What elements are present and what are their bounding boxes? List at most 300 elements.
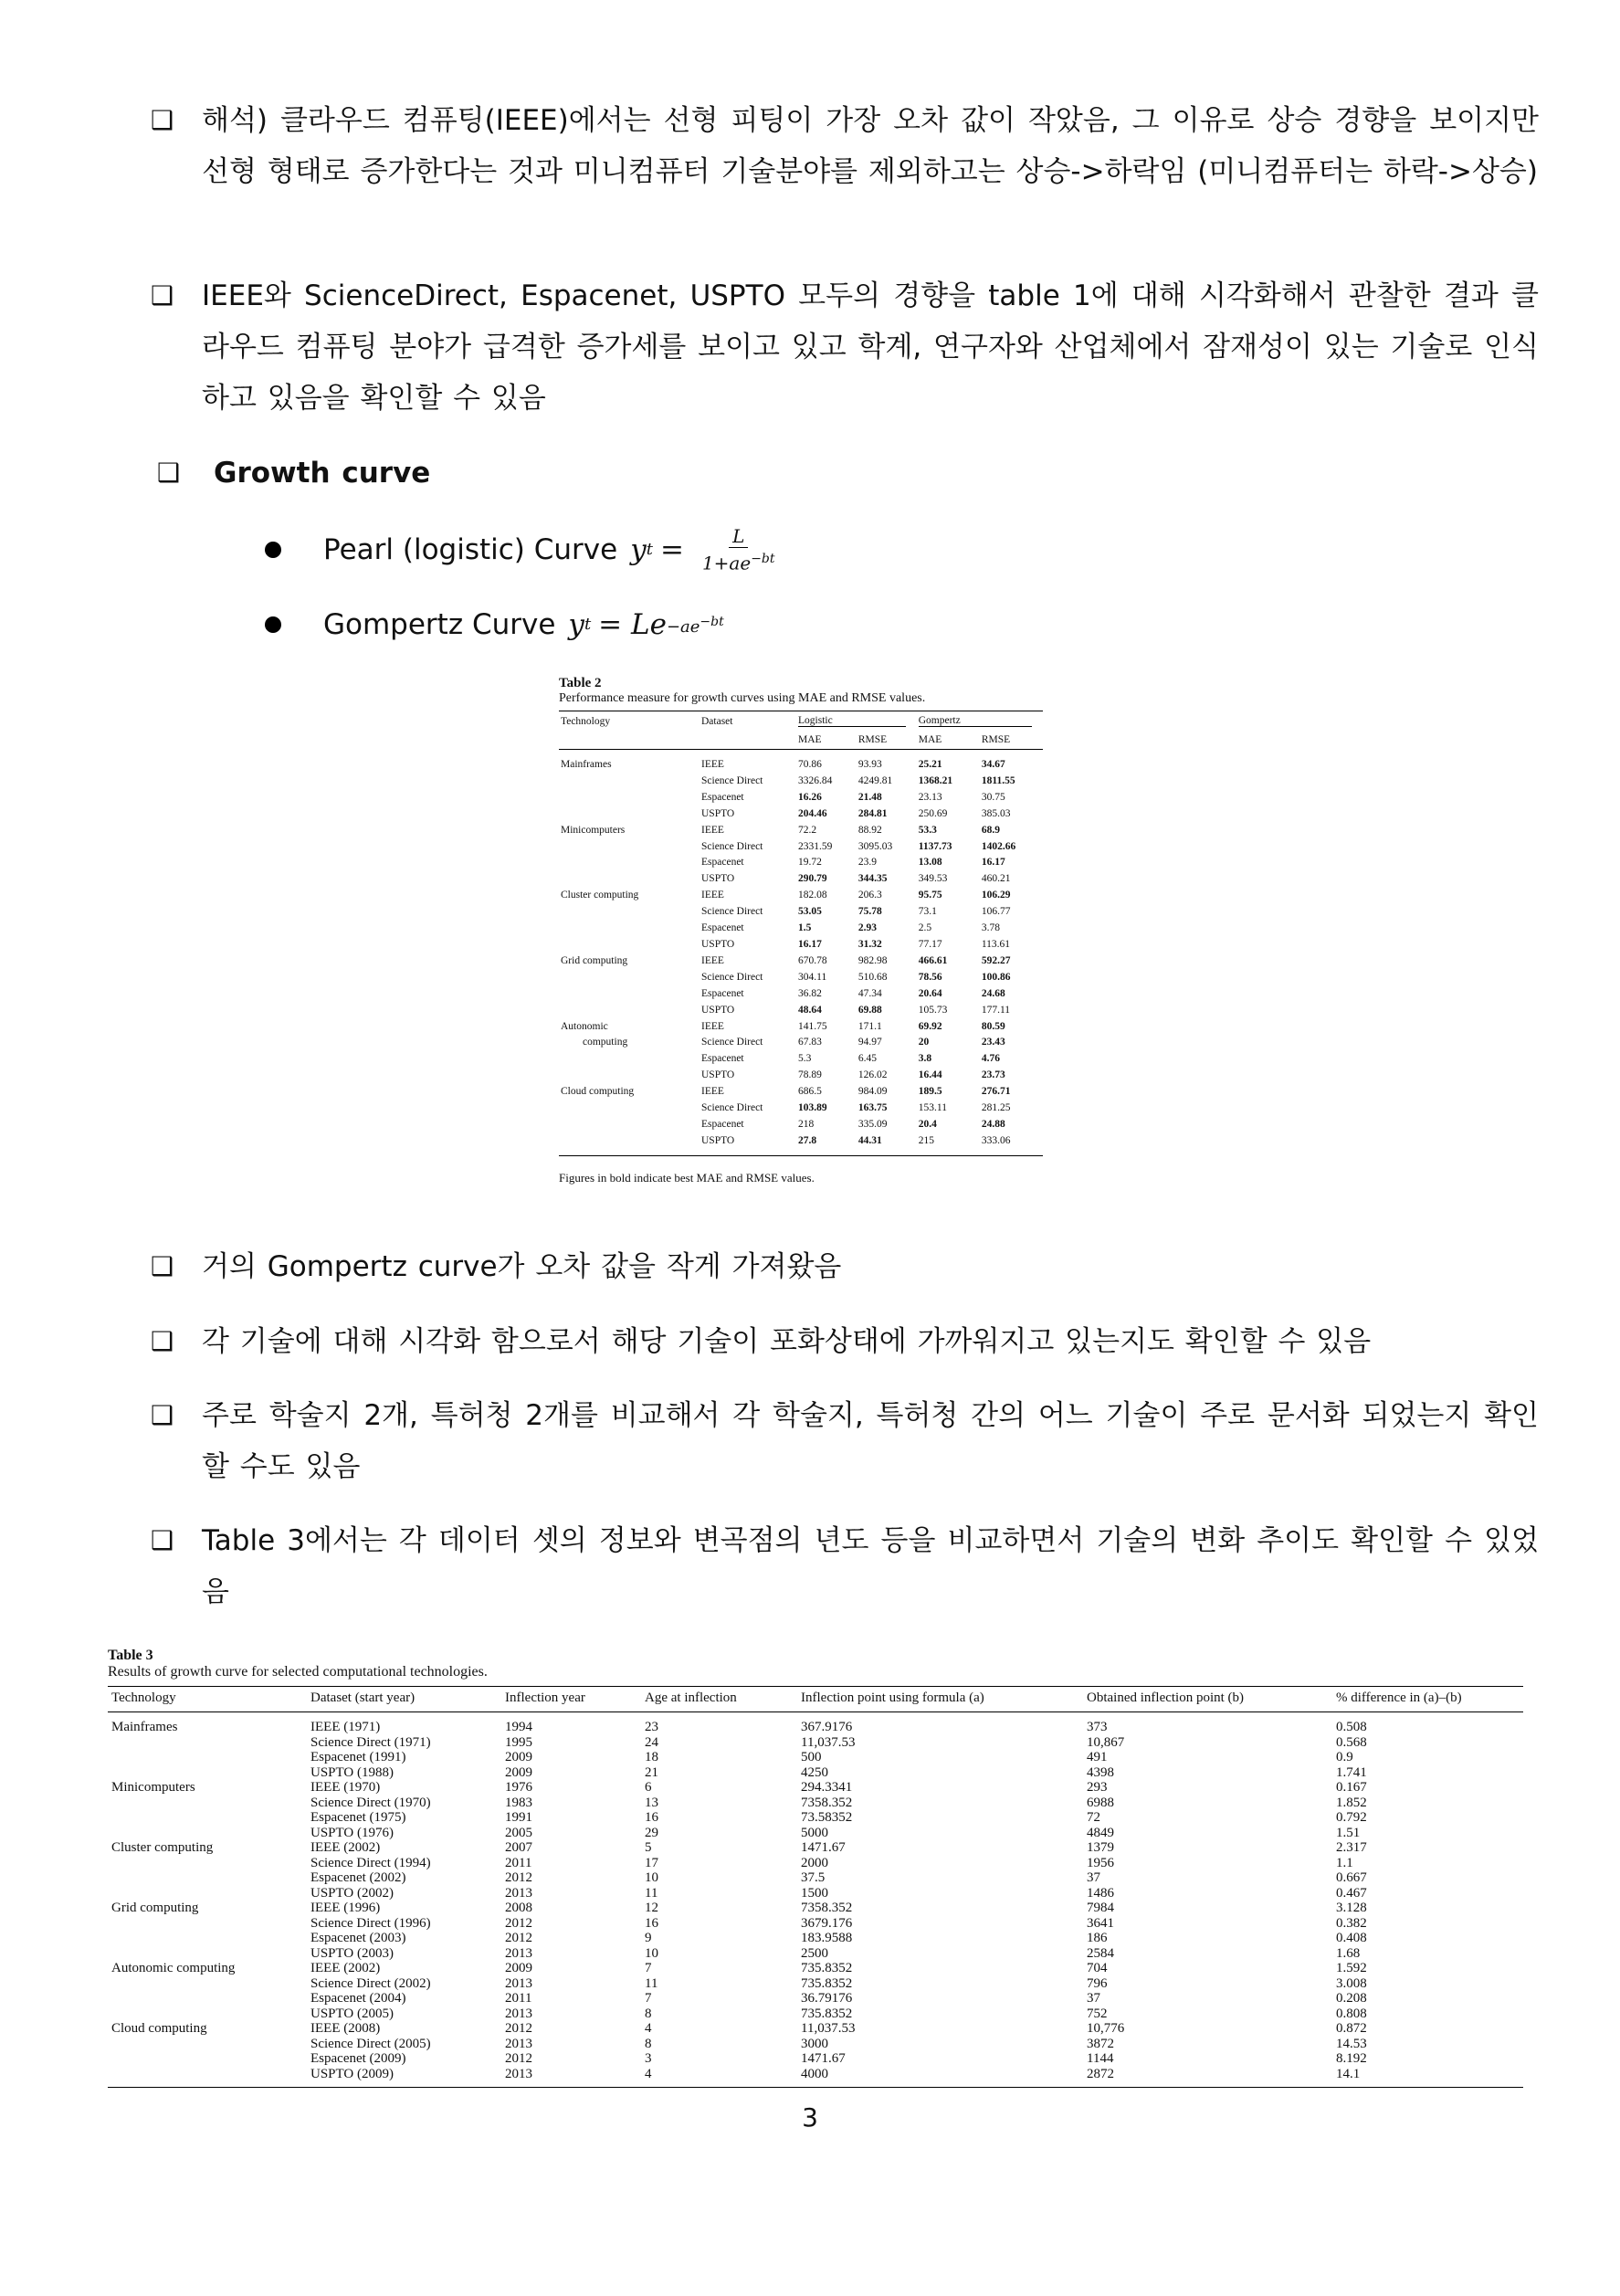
table-2-body: [559, 750, 1043, 1156]
gompertz-mae-cell: 23.13: [918, 791, 942, 803]
formula-point-cell: 500: [801, 1750, 822, 1764]
table-row: [559, 986, 1043, 1003]
obtained-point-cell: 37: [1087, 1870, 1100, 1885]
technology-cell: Grid computing: [111, 1901, 199, 1915]
gompertz-mae-cell: 349.53: [918, 873, 948, 885]
gompertz-mae-cell: 16.44: [918, 1069, 942, 1081]
inflection-year-cell: 2009: [505, 1961, 532, 1975]
inflection-year-cell: 2012: [505, 1870, 532, 1885]
fraction-denominator: [699, 548, 779, 574]
obtained-point-cell: 186: [1087, 1931, 1108, 1945]
technology-cell: [108, 2067, 307, 2088]
formula-y: y: [630, 532, 647, 566]
checkbox-bullet-icon: ❑: [151, 1525, 174, 1555]
dataset-cell: Science Direct (1996): [310, 1915, 431, 1931]
dataset-cell: Espacenet: [701, 1118, 744, 1130]
dataset-cell: IEEE (1971): [310, 1720, 381, 1734]
gompertz-rmse-cell: 460.21: [981, 873, 1011, 885]
logistic-mae-cell: 70.86: [798, 759, 822, 770]
logistic-rmse-cell: 982.98: [857, 954, 888, 966]
age-cell: 16: [645, 1810, 658, 1825]
inflection-year-cell: 2013: [505, 1975, 532, 1991]
dataset-cell: USPTO: [701, 873, 735, 885]
dataset-cell: USPTO (2002): [310, 1885, 394, 1901]
difference-cell: 0.167: [1336, 1780, 1367, 1795]
technology-cell: [108, 1886, 307, 1901]
logistic-mae-cell: 141.75: [798, 1020, 827, 1032]
table-3-body: [108, 1712, 1523, 2088]
table-row: [108, 2037, 1523, 2052]
table-row: [108, 1735, 1523, 1751]
gompertz-mae-cell: 78.56: [918, 971, 942, 983]
obtained-point-cell: 2584: [1087, 1945, 1114, 1961]
age-cell: 4: [645, 2066, 652, 2081]
table-row: [559, 1035, 1043, 1051]
table-row: [108, 2051, 1523, 2067]
gompertz-rmse-cell: 30.75: [981, 791, 1005, 803]
difference-cell: 2.317: [1336, 1840, 1367, 1855]
dataset-cell: Espacenet: [701, 791, 744, 803]
dataset-cell: USPTO: [701, 938, 735, 950]
obtained-point-cell: 293: [1087, 1780, 1108, 1795]
technology-cell: [559, 986, 700, 1003]
logistic-rmse-cell: 69.88: [857, 1004, 882, 1016]
technology-cell: Grid computing: [561, 954, 628, 966]
logistic-rmse-cell: 88.92: [857, 824, 882, 836]
checkbox-bullet-icon: ❑: [151, 1326, 174, 1356]
technology-cell: [559, 937, 700, 953]
gompertz-rmse-cell: 106.77: [981, 906, 1011, 918]
header-dataset: Dataset: [701, 715, 733, 727]
dataset-cell: USPTO (1976): [310, 1825, 394, 1840]
table-row: [108, 1810, 1523, 1826]
table-row: [559, 970, 1043, 986]
gompertz-curve-item: [265, 599, 724, 650]
technology-cell: [108, 1931, 307, 1946]
dataset-cell: Espacenet: [701, 1053, 744, 1065]
technology-cell: [559, 855, 700, 871]
dataset-cell: IEEE (1970): [310, 1780, 381, 1795]
formula-point-cell: 4000: [801, 2066, 828, 2081]
logistic-mae-cell: 290.79: [798, 873, 827, 885]
formula-point-cell: 2000: [801, 1855, 828, 1870]
technology-cell: Autonomic computing: [111, 1961, 236, 1975]
age-cell: 3: [645, 2051, 652, 2066]
dataset-cell: Science Direct: [701, 774, 763, 786]
obtained-point-cell: 491: [1087, 1750, 1108, 1764]
logistic-mae-cell: 67.83: [798, 1037, 822, 1048]
age-cell: 6: [645, 1780, 652, 1795]
dataset-cell: IEEE (2002): [310, 1840, 381, 1855]
formula-point-cell: 4250: [801, 1764, 828, 1780]
logistic-rmse-cell: 47.34: [857, 987, 882, 999]
obtained-point-cell: 1379: [1087, 1840, 1114, 1855]
dataset-cell: IEEE (1996): [310, 1901, 381, 1915]
formula-point-cell: 183.9588: [801, 1931, 853, 1945]
table-row: [108, 1976, 1523, 1992]
technology-cell: [108, 1810, 307, 1826]
technology-cell: [559, 921, 700, 937]
logistic-rmse-cell: 335.09: [857, 1118, 888, 1130]
logistic-mae-cell: 5.3: [798, 1053, 812, 1065]
technology-cell: [108, 2051, 307, 2067]
technology-cell: [559, 1068, 700, 1084]
table-row: [108, 1856, 1523, 1871]
inflection-year-cell: 1995: [505, 1734, 532, 1750]
header-logistic-rmse: RMSE: [857, 734, 888, 745]
table-row: [108, 1961, 1523, 1976]
obtained-point-cell: 4849: [1087, 1825, 1114, 1840]
logistic-rmse-cell: 284.81: [857, 807, 888, 819]
technology-cell: [559, 1117, 700, 1133]
technology-cell: [559, 1101, 700, 1117]
dataset-cell: IEEE: [701, 1086, 724, 1098]
inflection-year-cell: 2005: [505, 1825, 532, 1840]
age-cell: 8: [645, 2006, 652, 2021]
formula-point-cell: 735.8352: [801, 1975, 853, 1991]
table-row: [559, 790, 1043, 806]
difference-cell: 0.792: [1336, 1810, 1367, 1825]
formula-y: y: [568, 608, 584, 641]
technology-cell: Mainframes: [561, 759, 612, 770]
gompertz-rmse-cell: 106.29: [981, 890, 1011, 901]
obtained-point-cell: 1486: [1087, 1885, 1114, 1901]
formula-eq: =: [659, 532, 684, 566]
table-3: [108, 1648, 1523, 2088]
formula-point-cell: 735.8352: [801, 2006, 853, 2021]
header-logistic-label: Logistic: [798, 715, 906, 727]
dataset-cell: Espacenet: [701, 922, 744, 934]
dataset-cell: IEEE (2008): [310, 2021, 381, 2036]
dataset-cell: Science Direct (1971): [310, 1734, 431, 1750]
dataset-cell: IEEE: [701, 759, 724, 770]
paragraph-text: 해석) 클라우드 컴퓨팅(IEEE)에서는 선형 피팅이 가장 오차 값이 작았음, 그 이유로 상승 경향을 보이지만 선형 형태로 증가한다는 것과 미니컴퓨터 기술분야를 제외하고는 상승->하락임 (미니컴퓨터는 하락->상승): [202, 104, 1539, 188]
difference-cell: 1.51: [1336, 1825, 1361, 1840]
table-row: [108, 1870, 1523, 1886]
dataset-cell: Espacenet (2003): [310, 1931, 406, 1945]
gompertz-mae-cell: 2.5: [918, 922, 932, 934]
formula-point-cell: 11,037.53: [801, 2021, 856, 2036]
table-3-header-cell: Obtained inflection point (b): [1087, 1690, 1245, 1705]
dataset-cell: Science Direct: [701, 1037, 763, 1048]
technology-cell: [559, 1003, 700, 1019]
gompertz-mae-cell: 20: [918, 1037, 930, 1048]
technology-cell: Mainframes: [111, 1720, 178, 1734]
gompertz-rmse-cell: 1811.55: [981, 774, 1015, 786]
technology-cell: [108, 2006, 307, 2022]
inflection-year-cell: 2013: [505, 1885, 532, 1901]
table-3-header-cell: % difference in (a)–(b): [1336, 1690, 1462, 1705]
checkbox-bullet-icon: ❑: [151, 1400, 174, 1430]
table-row: [559, 888, 1043, 904]
difference-cell: 0.568: [1336, 1734, 1367, 1750]
gompertz-mae-cell: 215: [918, 1134, 934, 1146]
table-row: [108, 1750, 1523, 1765]
header-logistic-mae: MAE: [798, 734, 822, 745]
logistic-mae-cell: 16.26: [798, 791, 822, 803]
formula-point-cell: 5000: [801, 1825, 828, 1840]
table-row: [108, 1826, 1523, 1841]
obtained-point-cell: 4398: [1087, 1764, 1114, 1780]
technology-cell: [108, 1991, 307, 2006]
difference-cell: 0.667: [1336, 1870, 1367, 1885]
bullet-dot-icon: [265, 616, 281, 633]
formula-point-cell: 11,037.53: [801, 1734, 856, 1750]
dataset-cell: USPTO: [701, 807, 735, 819]
age-cell: 23: [645, 1720, 658, 1734]
inflection-year-cell: 2012: [505, 1915, 532, 1931]
table-3-header-cell: Technology: [111, 1690, 176, 1705]
paragraph-text: 거의 Gompertz curve가 오차 값을 작게 가져왔음: [202, 1250, 842, 1283]
table-3-header-cell: Dataset (start year): [310, 1690, 416, 1705]
gompertz-mae-cell: 105.73: [918, 1004, 948, 1016]
logistic-mae-cell: 103.89: [798, 1102, 827, 1114]
dataset-cell: Science Direct: [701, 971, 763, 983]
obtained-point-cell: 3641: [1087, 1915, 1114, 1931]
age-cell: 17: [645, 1855, 658, 1870]
table-row: [108, 1780, 1523, 1796]
formula-point-cell: 735.8352: [801, 1961, 853, 1975]
table-row: [559, 1101, 1043, 1117]
obtained-point-cell: 7984: [1087, 1901, 1114, 1915]
technology-cell: Autonomic: [561, 1020, 608, 1032]
dataset-cell: Espacenet (1991): [310, 1750, 406, 1764]
dataset-cell: Science Direct: [701, 1102, 763, 1114]
header-gompertz: [917, 711, 1043, 732]
formula-point-cell: 3679.176: [801, 1915, 853, 1931]
difference-cell: 1.1: [1336, 1855, 1353, 1870]
inflection-year-cell: 1983: [505, 1795, 532, 1810]
gompertz-mae-cell: 77.17: [918, 938, 942, 950]
formula-exponent: [667, 599, 724, 650]
obtained-point-cell: 2872: [1087, 2066, 1114, 2081]
difference-cell: 0.508: [1336, 1720, 1367, 1734]
formula-point-cell: 36.79176: [801, 1991, 853, 2006]
technology-cell: [559, 839, 700, 856]
gompertz-rmse-cell: 68.9: [981, 824, 1000, 836]
dataset-cell: IEEE: [701, 954, 724, 966]
obtained-point-cell: 1956: [1087, 1855, 1114, 1870]
logistic-rmse-cell: 126.02: [857, 1069, 888, 1081]
header-gompertz-rmse: RMSE: [981, 734, 1011, 745]
pearl-curve-item: [265, 525, 779, 574]
table-row: [559, 774, 1043, 790]
logistic-rmse-cell: 344.35: [857, 873, 888, 885]
logistic-rmse-cell: 21.48: [857, 791, 882, 803]
obtained-point-cell: 3872: [1087, 2036, 1114, 2051]
table-row: [559, 823, 1043, 839]
table-row: [108, 1886, 1523, 1901]
table-row: [559, 855, 1043, 871]
gompertz-mae-cell: 1368.21: [918, 774, 953, 786]
table-row: [108, 2021, 1523, 2037]
table-row: [108, 1916, 1523, 1932]
dataset-cell: Science Direct: [701, 906, 763, 918]
logistic-mae-cell: 1.5: [798, 922, 812, 934]
table-2-label: Table 2: [559, 676, 602, 690]
difference-cell: 0.467: [1336, 1885, 1367, 1901]
gompertz-rmse-cell: 333.06: [981, 1134, 1011, 1146]
dataset-cell: Science Direct (1994): [310, 1855, 431, 1870]
difference-cell: 1.741: [1336, 1764, 1367, 1780]
formula-point-cell: 1500: [801, 1885, 828, 1901]
gompertz-mae-cell: 1137.73: [918, 840, 952, 852]
logistic-mae-cell: 204.46: [798, 807, 827, 819]
technology-cell: [108, 1916, 307, 1932]
logistic-mae-cell: 2331.59: [798, 840, 833, 852]
checkbox-bullet-icon: ❑: [157, 458, 181, 488]
technology-cell: [108, 1870, 307, 1886]
logistic-rmse-cell: 2.93: [857, 922, 877, 934]
gompertz-rmse-cell: 24.88: [981, 1118, 1005, 1130]
age-cell: 7: [645, 1961, 652, 1975]
table-row: [559, 1019, 1043, 1036]
logistic-rmse-cell: 3095.03: [857, 840, 893, 852]
inflection-year-cell: 2011: [505, 1991, 532, 2006]
table-row: [559, 806, 1043, 823]
difference-cell: 0.9: [1336, 1750, 1353, 1764]
dataset-cell: Espacenet: [701, 987, 744, 999]
table-2-title: Performance measure for growth curves using MAE and RMSE values.: [559, 691, 926, 705]
gompertz-mae-cell: 69.92: [918, 1020, 942, 1032]
formula-point-cell: 73.58352: [801, 1810, 853, 1825]
table-row: [108, 1765, 1523, 1781]
header-gompertz-mae: MAE: [918, 734, 942, 745]
table-row: [559, 1117, 1043, 1133]
gompertz-mae-cell: 20.64: [918, 987, 942, 999]
header-logistic: [796, 711, 917, 732]
dataset-cell: USPTO: [701, 1004, 735, 1016]
difference-cell: 0.208: [1336, 1991, 1367, 2006]
table-row: [108, 1796, 1523, 1811]
bullet-paragraph: [151, 1316, 1539, 1367]
gompertz-mae-cell: 153.11: [918, 1102, 947, 1114]
inflection-year-cell: 2012: [505, 2021, 532, 2036]
table-row: [108, 1931, 1523, 1946]
technology-cell: [559, 774, 700, 790]
table-row: [559, 1068, 1043, 1084]
age-cell: 29: [645, 1825, 658, 1840]
logistic-rmse-cell: 984.09: [857, 1086, 888, 1098]
inflection-year-cell: 2013: [505, 2036, 532, 2051]
logistic-mae-cell: 686.5: [798, 1086, 822, 1098]
formula-sub: t: [646, 539, 653, 559]
table-row: [108, 1946, 1523, 1962]
pearl-curve-label: Pearl (logistic) Curve: [323, 532, 618, 566]
gompertz-rmse-cell: 23.43: [981, 1037, 1005, 1048]
gompertz-mae-cell: 53.3: [918, 824, 937, 836]
technology-cell: [108, 1946, 307, 1962]
difference-cell: 0.382: [1336, 1915, 1367, 1931]
logistic-rmse-cell: 31.32: [857, 938, 882, 950]
table-row: [108, 2067, 1523, 2088]
technology-cell: [559, 1051, 700, 1068]
difference-cell: 0.808: [1336, 2006, 1367, 2021]
obtained-point-cell: 6988: [1087, 1795, 1114, 1810]
table-3-title: Results of growth curve for selected computational technologies.: [108, 1664, 488, 1680]
age-cell: 5: [645, 1840, 652, 1855]
technology-cell: [108, 1976, 307, 1992]
inflection-year-cell: 2008: [505, 1901, 532, 1915]
dataset-cell: Science Direct (1970): [310, 1795, 431, 1810]
paragraph-text: 각 기술에 대해 시각화 함으로서 해당 기술이 포화상태에 가까워지고 있는지도 확인할 수 있음: [202, 1325, 1372, 1358]
inflection-year-cell: 1994: [505, 1720, 532, 1734]
section-heading: [157, 448, 1545, 499]
gompertz-rmse-cell: 281.25: [981, 1102, 1011, 1114]
logistic-mae-cell: 53.05: [798, 906, 822, 918]
table-3-header-cell: Inflection point using formula (a): [801, 1690, 984, 1705]
logistic-mae-cell: 36.82: [798, 987, 822, 999]
obtained-point-cell: 37: [1087, 1991, 1100, 2006]
age-cell: 13: [645, 1795, 658, 1810]
gompertz-formula: [568, 599, 723, 650]
logistic-rmse-cell: 23.9: [857, 857, 877, 869]
gompertz-rmse-cell: 177.11: [981, 1004, 1011, 1016]
gompertz-mae-cell: 13.08: [918, 857, 942, 869]
table-row: [108, 1840, 1523, 1856]
table-row: [559, 904, 1043, 921]
formula-point-cell: 2500: [801, 1945, 828, 1961]
gompertz-mae-cell: 189.5: [918, 1086, 942, 1098]
logistic-mae-cell: 78.89: [798, 1069, 822, 1081]
inflection-year-cell: 2011: [505, 1855, 532, 1870]
technology-cell: Cloud computing: [111, 2021, 207, 2036]
technology-cell: [108, 2037, 307, 2052]
logistic-mae-cell: 48.64: [798, 1004, 822, 1016]
paragraph-text: 주로 학술지 2개, 특허청 2개를 비교해서 각 학술지, 특허청 간의 어느 기술이 주로 문서화 되었는지 확인할 수도 있음: [202, 1399, 1539, 1483]
formula-point-cell: 1471.67: [801, 1840, 846, 1855]
gompertz-mae-cell: 250.69: [918, 807, 948, 819]
gompertz-mae-cell: 20.4: [918, 1118, 937, 1130]
dataset-cell: Espacenet (2002): [310, 1870, 406, 1885]
technology-cell: Cluster computing: [561, 890, 639, 901]
technology-cell: [108, 1750, 307, 1765]
technology-cell: [108, 1826, 307, 1841]
logistic-mae-cell: 304.11: [798, 971, 827, 983]
dataset-cell: Science Direct (2005): [310, 2036, 431, 2051]
inflection-year-cell: 2009: [505, 1750, 532, 1764]
dataset-cell: Espacenet (2009): [310, 2051, 406, 2066]
gompertz-curve-label: Gompertz Curve: [323, 608, 556, 641]
dataset-cell: USPTO (2009): [310, 2066, 394, 2081]
denominator-base: 1+ae: [701, 552, 752, 574]
inflection-year-cell: 2012: [505, 2051, 532, 2066]
table-row: [559, 839, 1043, 856]
formula-fraction: [699, 525, 779, 574]
age-cell: 18: [645, 1750, 658, 1764]
logistic-rmse-cell: 171.1: [857, 1020, 882, 1032]
difference-cell: 1.852: [1336, 1795, 1367, 1810]
logistic-rmse-cell: 94.97: [857, 1037, 882, 1048]
logistic-mae-cell: 218: [798, 1118, 815, 1130]
age-cell: 16: [645, 1915, 658, 1931]
checkbox-bullet-icon: ❑: [151, 280, 174, 311]
age-cell: 11: [645, 1975, 658, 1991]
table-3-header-row: [108, 1687, 1523, 1712]
technology-cell: [108, 1765, 307, 1781]
table-row: [559, 750, 1043, 774]
inflection-year-cell: 2013: [505, 2006, 532, 2021]
formula-point-cell: 3000: [801, 2036, 828, 2051]
formula-point-cell: 294.3341: [801, 1780, 853, 1795]
bullet-paragraph: [151, 95, 1539, 197]
logistic-mae-cell: 182.08: [798, 890, 827, 901]
pearl-formula: [630, 525, 778, 574]
formula-sub: t: [584, 615, 592, 634]
gompertz-mae-cell: 25.21: [918, 759, 942, 770]
difference-cell: 1.592: [1336, 1961, 1367, 1975]
paragraph-text: IEEE와 ScienceDirect, Espacenet, USPTO 모두의 경향을 table 1에 대해 시각화해서 관찰한 결과 클라우드 컴퓨팅 분야가 급격한 증가세를 보이고 있고 학계, 연구자와 산업체에서 잠재성이 있는 기술로 인식하고 있음을 확인할 수 있음: [202, 279, 1539, 415]
